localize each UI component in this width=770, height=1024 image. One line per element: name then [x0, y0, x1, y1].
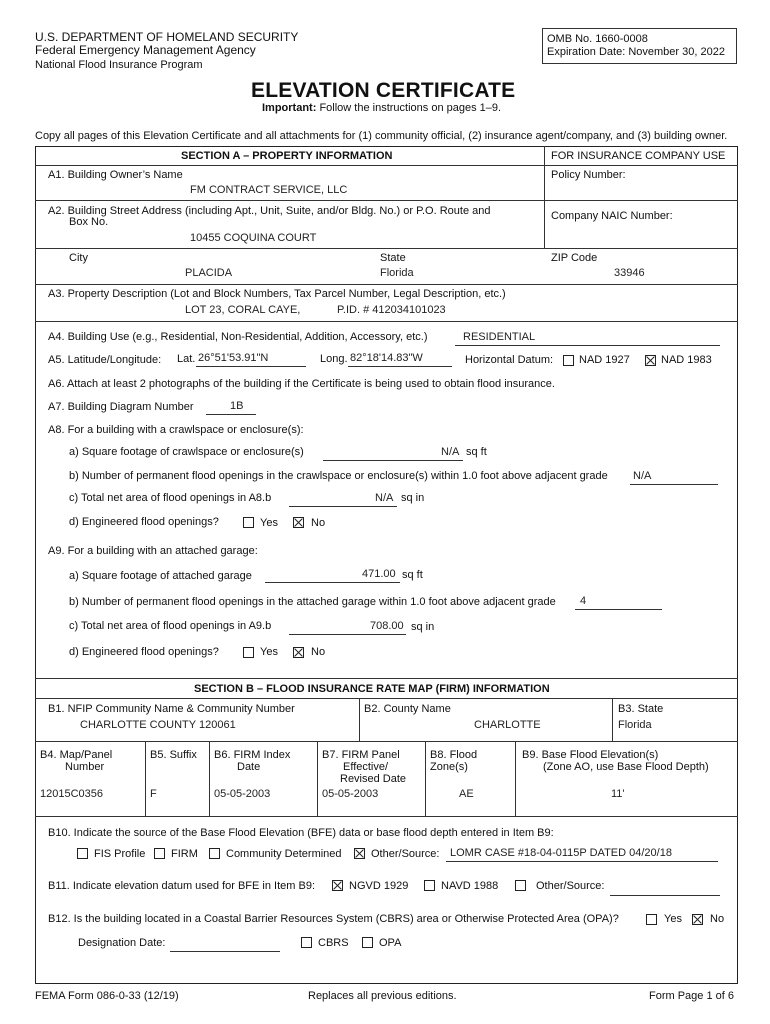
county-name-field[interactable]: CHARLOTTE [474, 719, 541, 731]
b6-label: B6. FIRM Index [214, 749, 291, 761]
firm-index-date-field[interactable]: 05-05-2003 [214, 788, 271, 800]
b7-label-cont2: Revised Date [340, 773, 407, 785]
a9d-yes-checkbox[interactable] [243, 647, 254, 658]
a9-label: A9. For a building with an attached garage: [48, 545, 258, 557]
divider [35, 284, 738, 285]
navd1988-checkbox[interactable] [424, 880, 435, 891]
crawlspace-area-underline [289, 506, 397, 507]
agency-name: Federal Emergency Management Agency [35, 43, 256, 57]
crawlspace-sqft-field[interactable]: N/A [441, 446, 460, 458]
suffix-field[interactable]: F [150, 788, 157, 800]
important-text: Follow the instructions on pages 1–9. [319, 102, 502, 114]
long-label: Long. [320, 353, 348, 365]
divider [425, 741, 426, 816]
firm-label: FIRM [171, 848, 198, 860]
a2-label-cont: Box No. [69, 216, 109, 228]
bfe-source-field[interactable]: LOMR CASE #18-04-0115P DATED 04/20/18 [450, 847, 672, 859]
a8d-yes-label: Yes [260, 517, 278, 529]
a8a-label: a) Square footage of crawlspace or enclosure(s) [69, 446, 304, 458]
divider [317, 741, 318, 816]
other-datum-checkbox[interactable] [515, 880, 526, 891]
bfe-source-underline [446, 861, 718, 862]
section-a-title: SECTION A – PROPERTY INFORMATION [181, 150, 393, 162]
divider [35, 698, 738, 699]
flood-zone-field[interactable]: AE [459, 788, 474, 800]
garage-sqft-underline [265, 582, 400, 583]
zip-label: ZIP Code [551, 252, 598, 264]
divider [35, 741, 738, 742]
a3-label: A3. Property Description (Lot and Block Numbers, Tax Parcel Number, Legal Description, etc.) [48, 288, 506, 300]
a9d-label: d) Engineered flood openings? [69, 646, 219, 658]
a2-label: A2. Building Street Address (including Apt., Unit, Suite, and/or Bldg. No.) or P.O. Route and [48, 205, 491, 217]
a8-label: A8. For a building with a crawlspace or enclosure(s): [48, 424, 304, 436]
omb-number: OMB No. 1660-0008 [547, 33, 648, 45]
latitude-underline [196, 366, 306, 367]
b8-label-cont: Zone(s) [430, 761, 468, 773]
section-b-title: SECTION B – FLOOD INSURANCE RATE MAP (FIRM) INFORMATION [194, 683, 550, 695]
b12-label: B12. Is the building located in a Coastal Barrier Resources System (CBRS) area or Otherwise Protected Area (OPA)? [48, 913, 619, 925]
divider [35, 248, 738, 249]
page-number: Form Page 1 of 6 [649, 990, 734, 1002]
b9-label-cont: (Zone AO, use Base Flood Depth) [543, 761, 709, 773]
longitude-underline [348, 366, 452, 367]
state-label: State [380, 252, 406, 264]
longitude-field[interactable]: 82°18'14.83"W [350, 352, 423, 364]
designation-date-underline[interactable] [170, 951, 280, 952]
garage-openings-field[interactable]: 4 [580, 595, 587, 607]
sqft-unit: sq ft [402, 569, 423, 581]
a9d-no-label: No [311, 646, 326, 658]
divider [35, 321, 738, 322]
b7-label: B7. FIRM Panel [322, 749, 400, 761]
city-field[interactable]: PLACIDA [185, 267, 233, 279]
map-panel-field[interactable]: 12015C0356 [40, 788, 104, 800]
b3-label: B3. State [618, 703, 664, 715]
replaces-note: Replaces all previous editions. [308, 990, 457, 1002]
b12-yes-checkbox[interactable] [646, 914, 657, 925]
divider [612, 698, 613, 741]
latitude-field[interactable]: 26°51'53.91"N [198, 352, 269, 364]
a5-label: A5. Latitude/Longitude: [48, 354, 162, 366]
opa-checkbox[interactable] [362, 937, 373, 948]
b10-label: B10. Indicate the source of the Base Flood Elevation (BFE) data or base flood depth entered in Item B9: [48, 827, 554, 839]
navd1988-label: NAVD 1988 [441, 880, 499, 892]
state-b3-field[interactable]: Florida [618, 719, 652, 731]
fis-profile-checkbox[interactable] [77, 848, 88, 859]
community-determined-label: Community Determined [226, 848, 342, 860]
b5-label: B5. Suffix [150, 749, 197, 761]
policy-number-label: Policy Number: [551, 169, 626, 181]
other-datum-underline[interactable] [610, 895, 720, 896]
copy-note: Copy all pages of this Elevation Certificate and all attachments for (1) community official, (2) insurance agent/company, and (3) building owner. [35, 130, 728, 142]
insurance-use-header: FOR INSURANCE COMPANY USE [551, 150, 726, 162]
horizontal-datum-label: Horizontal Datum: [465, 354, 554, 366]
a8b-label: b) Number of permanent flood openings in the crawlspace or enclosure(s) within 1.0 foot above adjacent grade [69, 470, 608, 482]
a4-label: A4. Building Use (e.g., Residential, Non-Residential, Addition, Accessory, etc.) [48, 331, 428, 343]
sqft-unit: sq ft [466, 446, 487, 458]
street-address-field[interactable]: 10455 COQUINA COURT [190, 232, 317, 244]
a8c-label: c) Total net area of flood openings in A8.b [69, 492, 272, 504]
building-use-underline [455, 345, 720, 346]
important-note [262, 102, 501, 114]
designation-date-label: Designation Date: [78, 937, 166, 949]
a1-label: A1. Building Owner’s Name [48, 169, 183, 181]
b2-label: B2. County Name [364, 703, 451, 715]
other-source-checkbox[interactable] [354, 848, 365, 859]
parcel-id-field[interactable]: P.ID. # 412034101023 [337, 304, 446, 316]
garage-sqft-field[interactable]: 471.00 [362, 568, 396, 580]
building-use-field[interactable]: RESIDENTIAL [463, 331, 536, 343]
fis-profile-label: FIS Profile [94, 848, 146, 860]
crawlspace-openings-underline [630, 484, 718, 485]
b1-label: B1. NFIP Community Name & Community Number [48, 703, 295, 715]
sqin-unit: sq in [401, 492, 425, 504]
community-name-field[interactable]: CHARLOTTE COUNTY 120061 [80, 719, 236, 731]
owner-name-field[interactable]: FM CONTRACT SERVICE, LLC [190, 184, 348, 196]
b12-no-label: No [710, 913, 725, 925]
diagram-number-underline [206, 414, 256, 415]
zip-field[interactable]: 33946 [614, 267, 645, 279]
crawlspace-openings-field[interactable]: N/A [633, 470, 652, 482]
a8d-yes-checkbox[interactable] [243, 517, 254, 528]
a9a-label: a) Square footage of attached garage [69, 570, 252, 582]
community-determined-checkbox[interactable] [209, 848, 220, 859]
other-source-label: Other/Source: [371, 848, 440, 860]
naic-label: Company NAIC Number: [551, 210, 673, 222]
cbrs-label: CBRS [318, 937, 349, 949]
b11-label: B11. Indicate elevation datum used for BFE in Item B9: [48, 880, 315, 892]
firm-panel-date-field[interactable]: 05-05-2003 [322, 788, 379, 800]
divider [35, 816, 738, 817]
divider [35, 678, 738, 679]
base-flood-elevation-field[interactable]: 11' [611, 788, 625, 800]
sqin-unit: sq in [411, 621, 435, 633]
a9c-label: c) Total net area of flood openings in A9.b [69, 620, 272, 632]
garage-openings-underline [575, 609, 662, 610]
ngvd1929-checkbox[interactable] [332, 880, 343, 891]
cbrs-checkbox[interactable] [301, 937, 312, 948]
form-number: FEMA Form 086-0-33 (12/19) [35, 990, 179, 1002]
divider [145, 741, 146, 816]
divider [359, 698, 360, 741]
b4-label: B4. Map/Panel [40, 749, 113, 761]
nad1983-checkbox[interactable] [645, 355, 656, 366]
opa-label: OPA [379, 937, 402, 949]
a9d-no-checkbox[interactable] [293, 647, 304, 658]
program-name: National Flood Insurance Program [35, 59, 203, 71]
divider [544, 146, 545, 249]
nad1927-label: NAD 1927 [579, 354, 630, 366]
omb-box [542, 28, 737, 64]
garage-area-field[interactable]: 708.00 [370, 620, 404, 632]
b12-no-checkbox[interactable] [692, 914, 703, 925]
a9b-label: b) Number of permanent flood openings in the attached garage within 1.0 foot above adjacent grade [69, 596, 556, 608]
department-name: U.S. DEPARTMENT OF HOMELAND SECURITY [35, 30, 299, 44]
crawlspace-area-field[interactable]: N/A [375, 492, 394, 504]
property-description-field[interactable]: LOT 23, CORAL CAYE, [185, 304, 301, 316]
a8d-no-label: No [311, 517, 326, 529]
divider [35, 200, 738, 201]
state-field[interactable]: Florida [380, 267, 414, 279]
b8-label: B8. Flood [430, 749, 478, 761]
garage-area-underline [289, 634, 406, 635]
nad1927-checkbox[interactable] [563, 355, 574, 366]
a8d-label: d) Engineered flood openings? [69, 516, 219, 528]
expiration-date: Expiration Date: November 30, 2022 [547, 46, 725, 58]
b6-label-cont: Date [237, 761, 261, 773]
divider [515, 741, 516, 816]
divider [209, 741, 210, 816]
important-label: Important: [262, 102, 317, 114]
page-title: ELEVATION CERTIFICATE [251, 79, 516, 102]
other-datum-label: Other/Source: [536, 880, 605, 892]
b9-label: B9. Base Flood Elevation(s) [522, 749, 659, 761]
a7-label: A7. Building Diagram Number [48, 401, 194, 413]
divider [35, 165, 738, 166]
diagram-number-field[interactable]: 1B [230, 400, 244, 412]
a8d-no-checkbox[interactable] [293, 517, 304, 528]
a9d-yes-label: Yes [260, 646, 278, 658]
crawlspace-sqft-underline [323, 460, 463, 461]
nad1983-label: NAD 1983 [661, 354, 712, 366]
ngvd1929-label: NGVD 1929 [349, 880, 409, 892]
b4-label-cont: Number [65, 761, 105, 773]
a6-label: A6. Attach at least 2 photographs of the building if the Certificate is being used to obtain flood insurance. [48, 378, 555, 390]
b12-yes-label: Yes [664, 913, 682, 925]
lat-label: Lat. [177, 353, 196, 365]
b7-label-cont: Effective/ [343, 761, 389, 773]
city-label: City [69, 252, 88, 264]
firm-checkbox[interactable] [154, 848, 165, 859]
